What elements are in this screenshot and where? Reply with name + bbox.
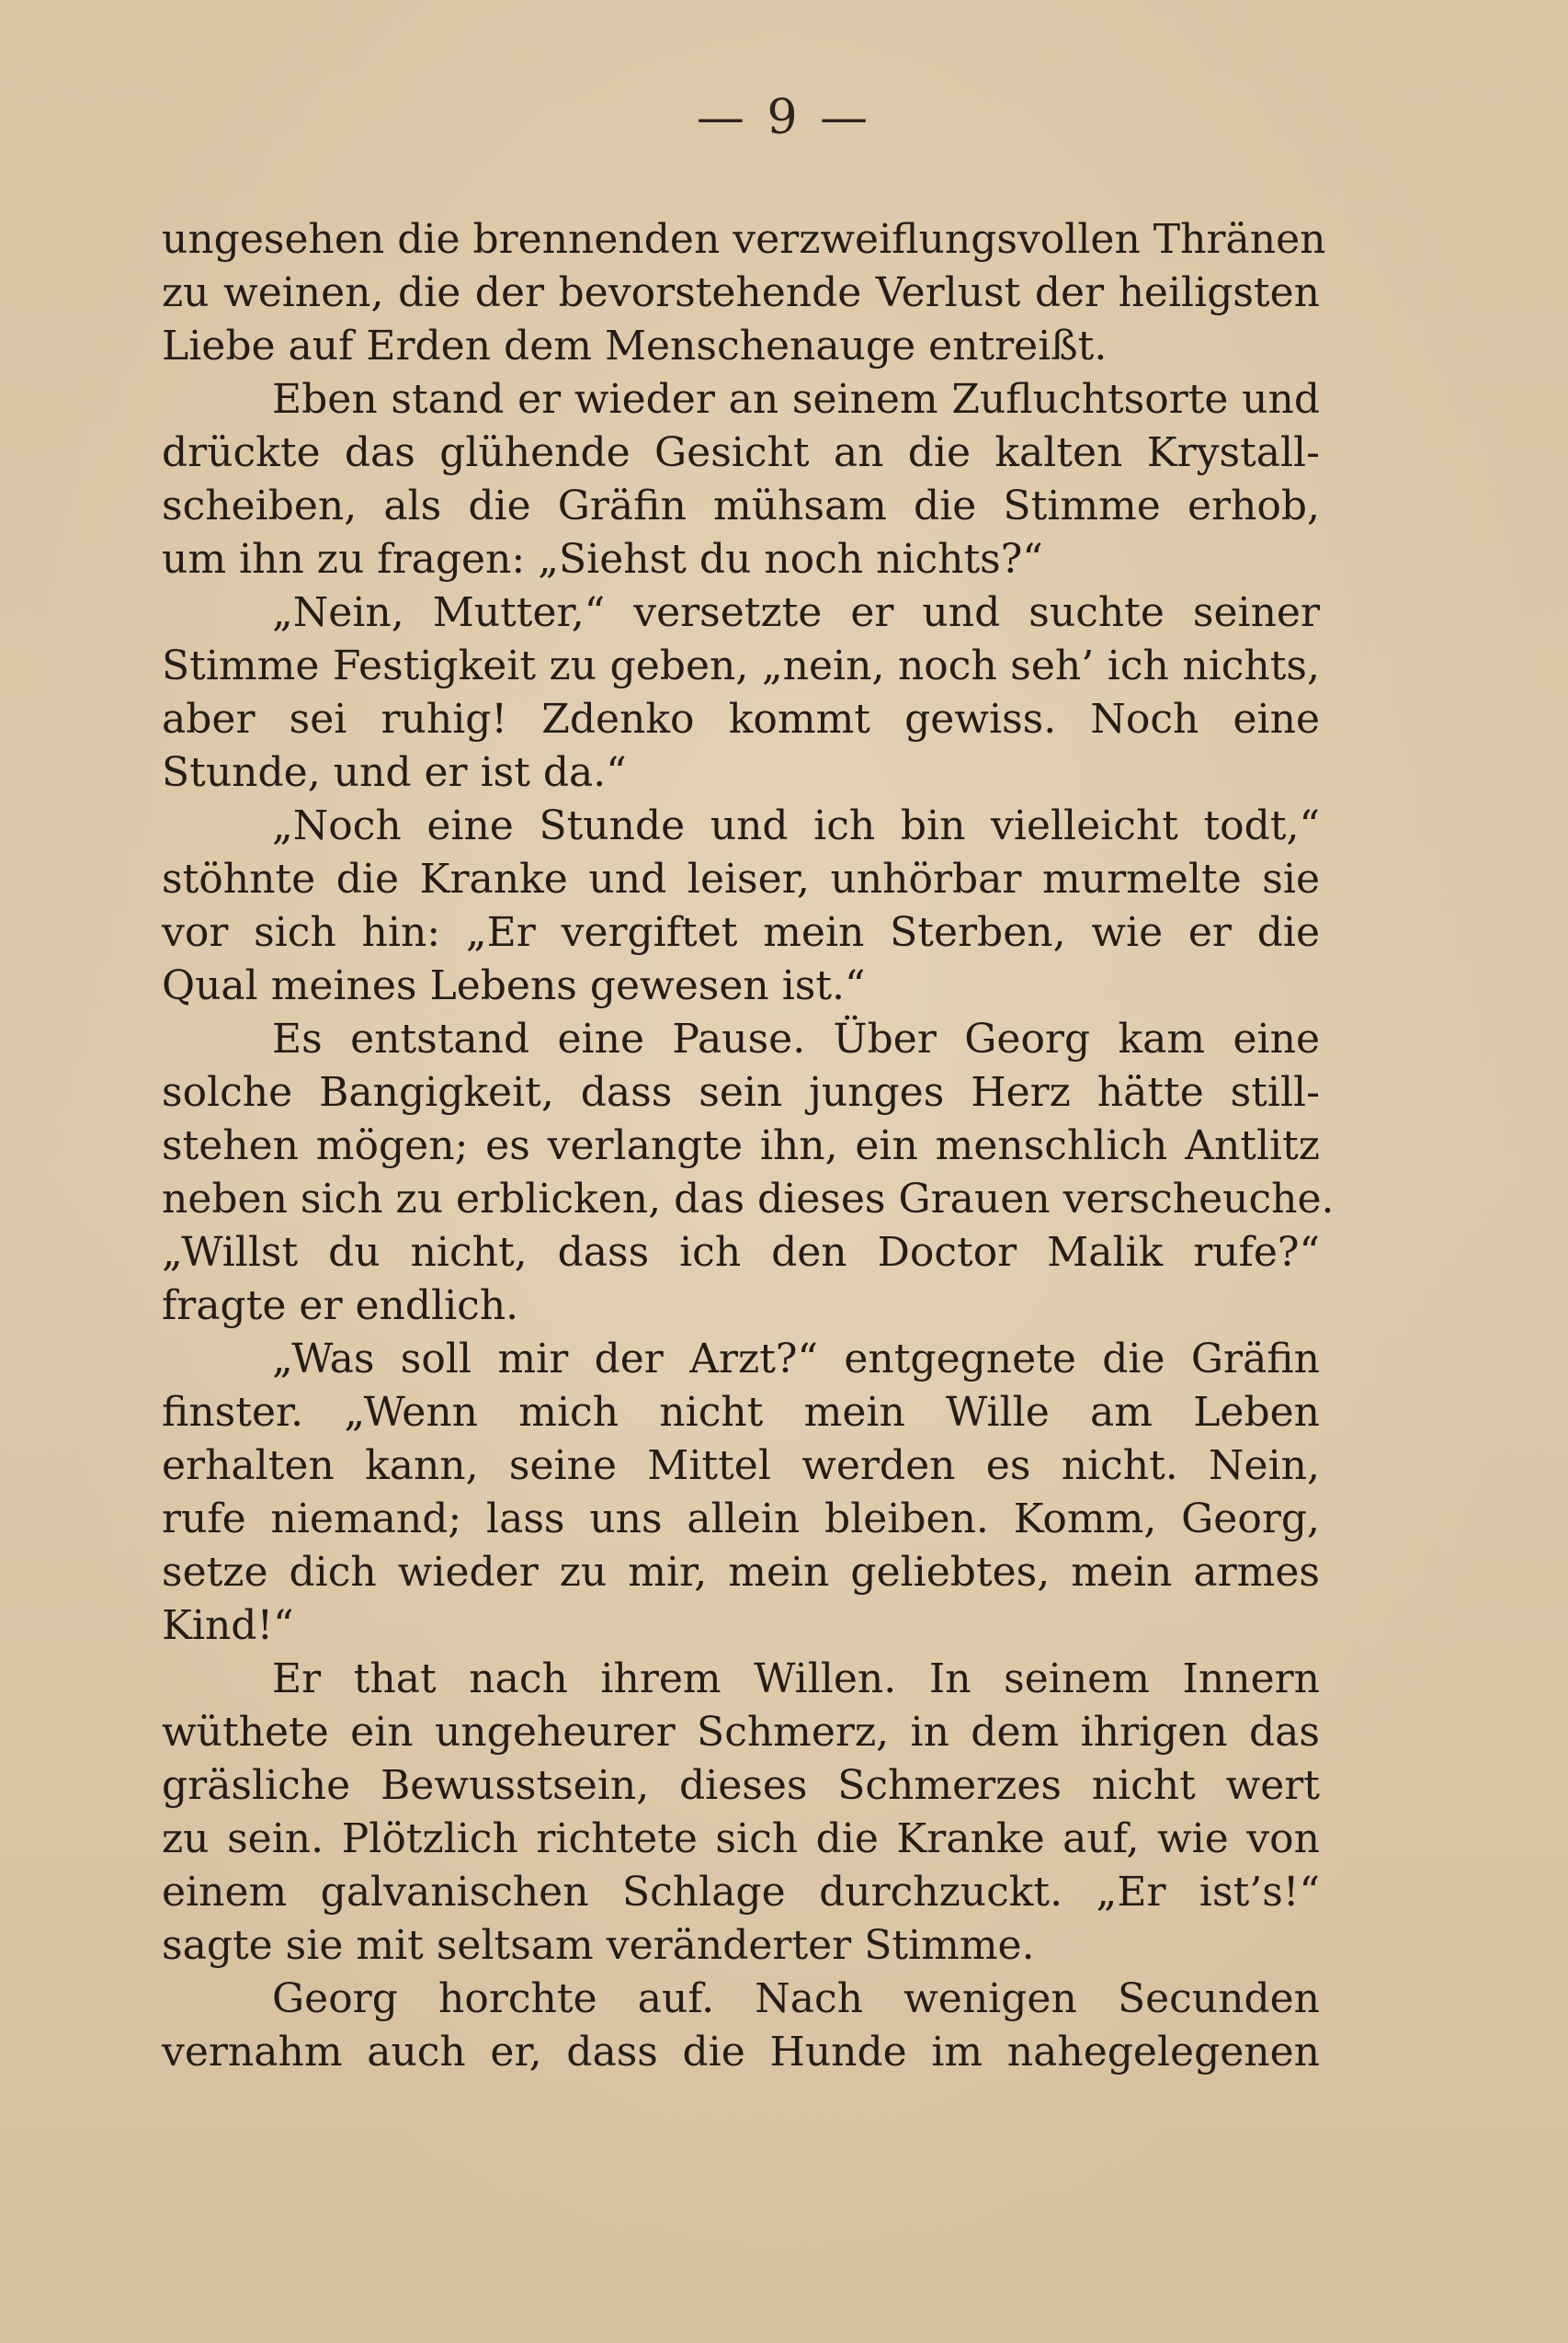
text-line: zu sein. Plötzlich richtete sich die Kranke auf, wie von xyxy=(162,1815,1320,1862)
text-line: „Noch eine Stunde und ich bin vielleicht todt,“ xyxy=(272,802,1320,849)
text-line: sagte sie mit seltsam veränderter Stimme. xyxy=(162,1922,1035,1969)
paragraph xyxy=(162,1333,1320,1653)
body-text xyxy=(162,213,1335,2079)
text-line: setze dich wieder zu mir, mein geliebtes, mein armes xyxy=(162,1549,1320,1596)
paragraph xyxy=(162,1013,1335,1333)
text-line: Stunde, und er ist da.“ xyxy=(162,749,627,796)
text-line: stehen mögen; es verlangte ihn, ein menschlich Antlitz xyxy=(162,1122,1320,1169)
text-line: Qual meines Lebens gewesen ist.“ xyxy=(162,962,866,1009)
text-line: vernahm auch er, dass die Hunde im nahegelegenen xyxy=(162,2029,1320,2076)
text-line: Georg horchte auf. Nach wenigen Secunden xyxy=(272,1975,1320,2022)
paragraph xyxy=(162,213,1326,373)
text-line: um ihn zu fragen: „Siehst du noch nichts?“ xyxy=(162,536,1043,583)
text-line: „Nein, Mutter,“ versetzte er und suchte seiner xyxy=(272,589,1320,636)
text-line: aber sei ruhig! Zdenko kommt gewiss. Noch eine xyxy=(162,696,1320,743)
text-line: neben sich zu erblicken, das dieses Grauen verscheuche. xyxy=(162,1176,1335,1223)
text-line: rufe niemand; lass uns allein bleiben. Komm, Georg, xyxy=(162,1496,1320,1542)
text-line: „Was soll mir der Arzt?“ entgegnete die Gräfin xyxy=(272,1336,1320,1382)
text-line: vor sich hin: „Er vergiftet mein Sterben, wie er die xyxy=(162,909,1320,956)
text-line: stöhnte die Kranke und leiser, unhörbar murmelte sie xyxy=(162,856,1320,903)
text-line: Er that nach ihrem Willen. In seinem Innern xyxy=(272,1655,1320,1702)
text-line: Liebe auf Erden dem Menschenauge entreißt. xyxy=(162,323,1108,370)
text-line: Es entstand eine Pause. Über Georg kam eine xyxy=(272,1016,1320,1063)
text-line: Stimme Festigkeit zu geben, „nein, noch seh’ ich nichts, xyxy=(162,643,1320,689)
text-line: finster. „Wenn mich nicht mein Wille am Leben xyxy=(162,1389,1320,1436)
text-line: einem galvanischen Schlage durchzuckt. „Er ist’s!“ xyxy=(162,1869,1320,1916)
text-line: zu weinen, die der bevorstehende Verlust der heiligsten xyxy=(162,269,1320,316)
text-line: drückte das glühende Gesicht an die kalten Krystall- xyxy=(162,429,1320,476)
text-line: ungesehen die brennenden verzweiflungsvollen Thränen xyxy=(162,216,1326,263)
text-line: gräsliche Bewusstsein, dieses Schmerzes nicht wert xyxy=(162,1762,1320,1809)
text-line: wüthete ein ungeheurer Schmerz, in dem ihrigen das xyxy=(162,1709,1320,1756)
paragraph xyxy=(162,586,1320,800)
text-line: erhalten kann, seine Mittel werden es nicht. Nein, xyxy=(162,1442,1320,1489)
text-line: scheiben, als die Gräfin mühsam die Stimme erhob, xyxy=(162,483,1320,529)
text-line: fragte er endlich. xyxy=(162,1282,519,1329)
text-line: solche Bangigkeit, dass sein junges Herz hätte still- xyxy=(162,1069,1320,1116)
paragraph xyxy=(162,800,1320,1013)
page-number: — 9 — xyxy=(696,90,872,145)
paragraph xyxy=(162,1653,1320,1973)
text-line: Kind!“ xyxy=(162,1602,294,1649)
paragraph xyxy=(162,1973,1320,2079)
text-line: Eben stand er wieder an seinem Zufluchtsorte und xyxy=(272,376,1320,423)
text-line: „Willst du nicht, dass ich den Doctor Malik rufe?“ xyxy=(162,1229,1320,1276)
paragraph xyxy=(162,373,1320,586)
